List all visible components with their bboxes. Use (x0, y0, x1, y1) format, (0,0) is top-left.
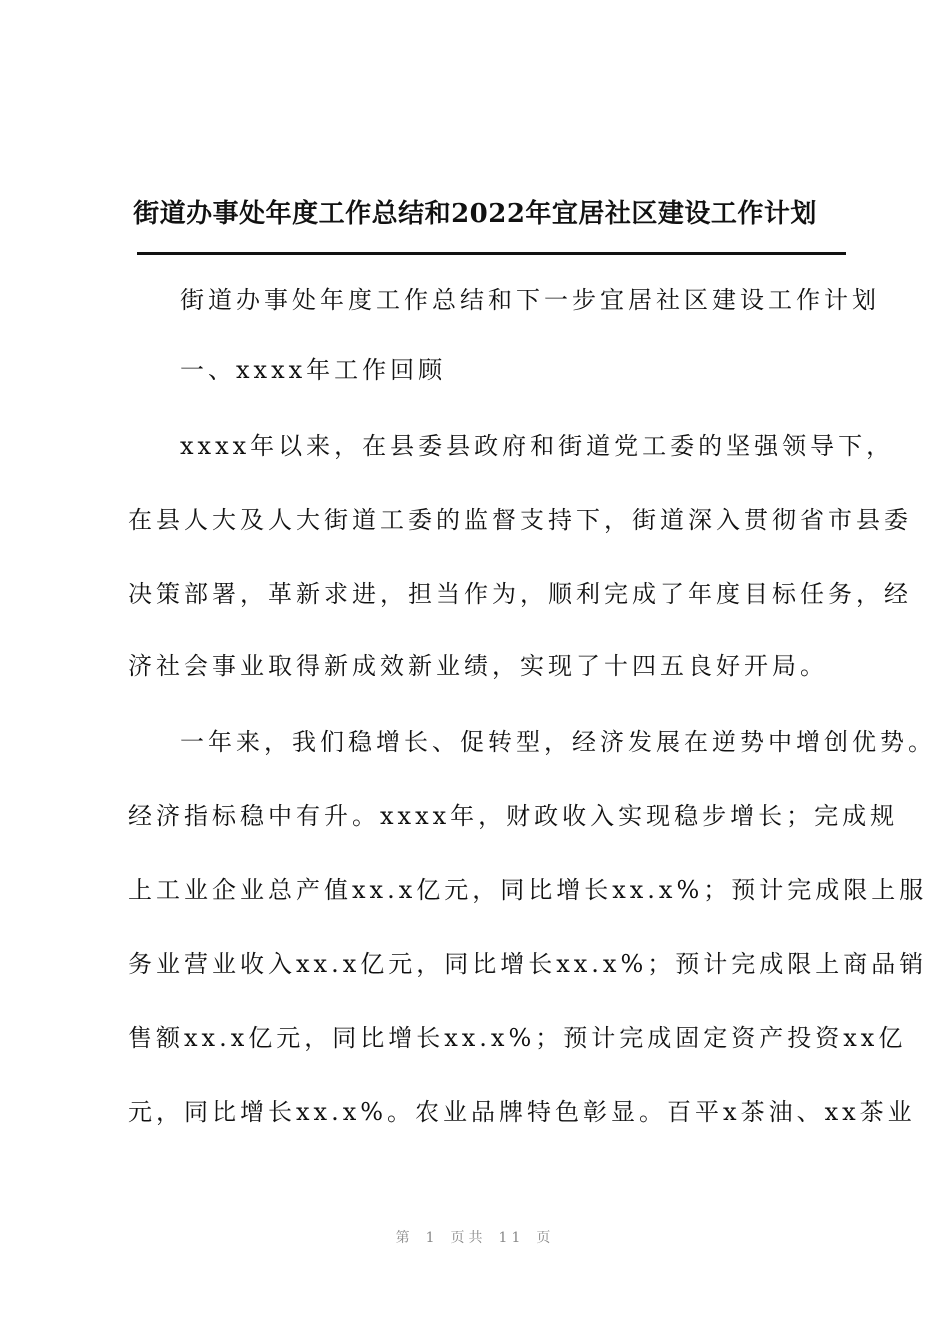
body-line: 上工业企业总产值xx.x亿元，同比增长xx.x%；预计完成限上服 (128, 876, 928, 904)
document-subtitle: 街道办事处年度工作总结和下一步宜居社区建设工作计划 (180, 286, 880, 314)
footer-middle: 页共 (450, 1230, 487, 1246)
body-line: 经济指标稳中有升。xxxx年，财政收入实现稳步增长；完成规 (128, 802, 899, 830)
body-line: 济社会事业取得新成效新业绩，实现了十四五良好开局。 (128, 652, 828, 680)
page-footer (0, 1228, 950, 1248)
body-line: 一年来，我们稳增长、促转型，经济发展在逆势中增创优势。 (180, 728, 936, 756)
body-line: 务业营业收入xx.x亿元，同比增长xx.x%；预计完成限上商品销 (128, 950, 928, 978)
body-line: 售额xx.x亿元，同比增长xx.x%；预计完成固定资产投资xx亿 (128, 1024, 907, 1052)
body-line: 决策部署，革新求进，担当作为，顺利完成了年度目标任务，经 (128, 580, 912, 608)
section-heading: 一、xxxx年工作回顾 (180, 356, 447, 384)
title-underline (137, 252, 846, 255)
footer-suffix: 页 (536, 1230, 555, 1246)
document-title: 街道办事处年度工作总结和2022年宜居社区建设工作计划 (133, 199, 817, 229)
body-line: xxxx年以来，在县委县政府和街道党工委的坚强领导下， (180, 432, 895, 460)
total-pages: 11 (498, 1230, 525, 1246)
footer-prefix: 第 (395, 1230, 414, 1246)
body-line: 元，同比增长xx.x%。农业品牌特色彰显。百平x茶油、xx茶业 (128, 1098, 916, 1126)
body-line: 在县人大及人大街道工委的监督支持下，街道深入贯彻省市县委 (128, 506, 912, 534)
page-number: 1 (425, 1230, 439, 1246)
